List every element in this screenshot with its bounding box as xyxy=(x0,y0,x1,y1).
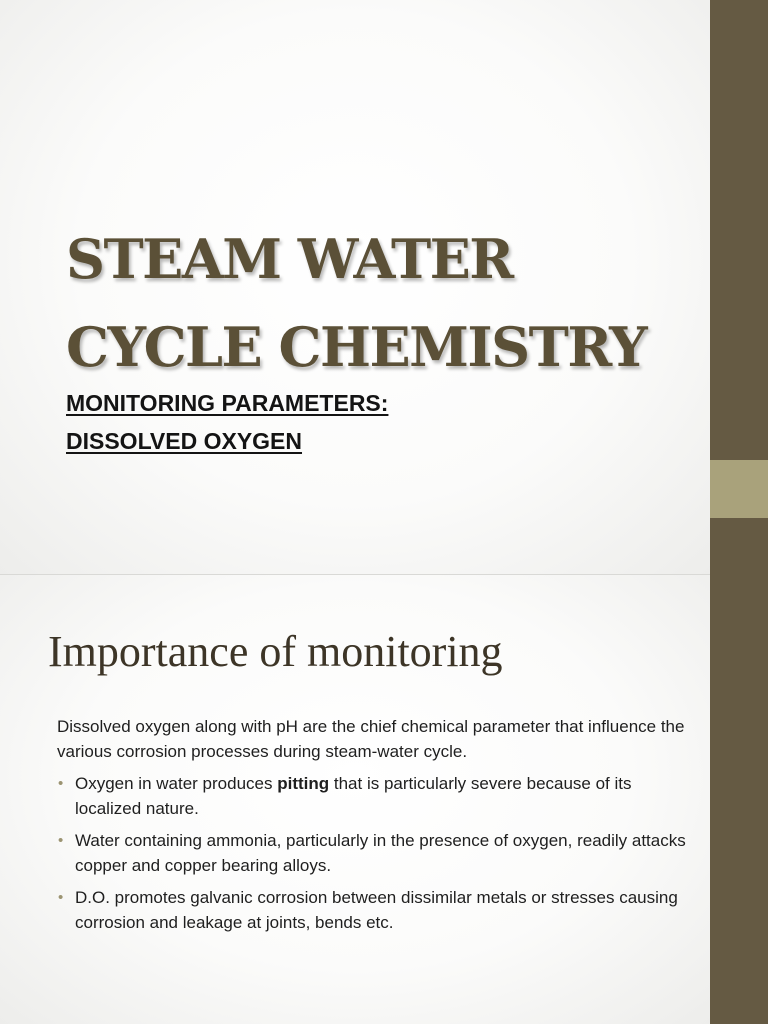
list-item xyxy=(57,885,697,935)
bullet-marker: • xyxy=(58,775,64,792)
list-item xyxy=(57,771,697,821)
bullet-marker: • xyxy=(58,889,64,906)
side-band-bottom xyxy=(710,518,768,1024)
subtitle xyxy=(66,384,666,460)
side-band-accent xyxy=(710,460,768,518)
bullet-text-after: that is particularly severe because of its localized nature. xyxy=(75,774,632,818)
bullet-marker: • xyxy=(58,832,64,849)
side-band-top xyxy=(710,0,768,460)
bullet-text-before: Oxygen in water produces xyxy=(75,774,278,793)
main-title-line-2: CYCLE CHEMISTRY xyxy=(66,315,647,379)
bullet-bold-term: pitting xyxy=(277,774,330,793)
list-item xyxy=(57,828,697,878)
subtitle-line-1: MONITORING PARAMETERS: xyxy=(66,390,389,416)
main-title-line-1: STEAM WATER xyxy=(66,227,513,291)
bullet-text: D.O. promotes galvanic corrosion between dissimilar metals or stresses causing corrosion and leakage at joints, bends etc. xyxy=(75,888,678,932)
bullet-text: Water containing ammonia, particularly in the presence of oxygen, readily attacks copper and copper bearing alloys. xyxy=(75,831,686,875)
main-title xyxy=(66,215,696,391)
intro-paragraph: Dissolved oxygen along with pH are the chief chemical parameter that influence the various corrosion processes during steam-water cycle. xyxy=(57,717,685,761)
section-heading: Importance of monitoring xyxy=(48,627,503,676)
subtitle-line-2: DISSOLVED OXYGEN xyxy=(66,428,303,454)
bullet-list xyxy=(57,771,697,942)
